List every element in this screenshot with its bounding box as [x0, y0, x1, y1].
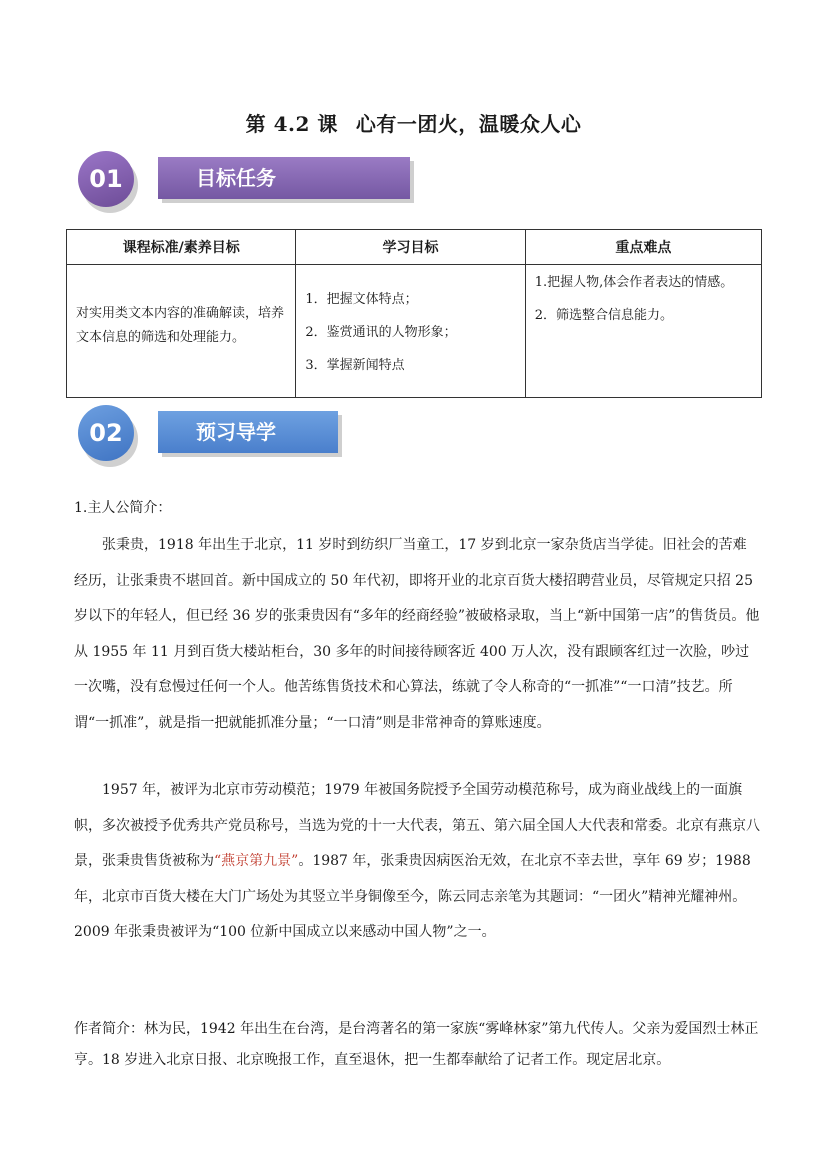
lesson-name: 心有一团火，温暖众人心 — [355, 112, 582, 136]
section-number-badge: 01 — [78, 151, 134, 207]
standard-cell: 对实用类文本内容的准确解读，培养文本信息的筛选和处理能力。 — [76, 306, 285, 345]
author-intro: 作者简介：林为民，1942 年出生在台湾，是台湾著名的第一家族“雾峰林家”第九代传人。父亲为爱国烈士林正亨。18 岁进入北京日报、北京晚报工作，直至退休，把一生都奉献给了记者工作。现定居北京。 — [74, 1021, 759, 1068]
intro-label: 1.主人公简介： — [74, 500, 172, 516]
goals-table — [66, 229, 762, 398]
list-item: 1．把握文体特点； — [305, 292, 418, 307]
objectives-cell — [297, 266, 523, 378]
paragraph-text: 1957 年，被评为北京市劳动模范；1979 年被国务院授予全国劳动模范称号，成为商业战线上的一面旗帜，多次被授予优秀共产党员称号，当选为党的十一大代表，第五、第六届全国人大代表和常委。北京有燕京八景，张秉贵售货被称为 — [74, 782, 760, 869]
key-points-cell — [527, 266, 760, 328]
intro-paragraph-2 — [74, 773, 760, 951]
intro-paragraph-1: 张秉贵，1918 年出生于北京，11 岁时到纺织厂当童工，17 岁到北京一家杂货店当学徒。旧社会的苦难经历，让张秉贵不堪回首。新中国成立的 50 年代初，即将开业的北京百货大楼招聘营业员，尽管规定只招 25 岁以下的年轻人，但已经 36 岁的张秉贵因有“多年的经商经验”被破格录取，当上“新中国第一店”的售货员。他从 1955 年 11 月到百货大楼站柜台，30 多年的时间接待顾客近 400 万人次，没有跟顾客红过一次脸，吵过一次嘴，没有怠慢过任何一个人。他苦练售货技术和心算法，练就了令人称奇的“一抓准”“一口清”技艺。所谓“一抓准”，就是指一把就能抓准分量；“一口清”则是非常神奇的算账速度。 — [74, 537, 760, 731]
list-item: 3．掌握新闻特点 — [305, 358, 405, 373]
section-header-goals — [78, 151, 348, 215]
lesson-number: 第 4.2 课 — [245, 112, 338, 136]
section-label: 预习导学 — [158, 411, 338, 453]
section-header-preview — [78, 405, 348, 469]
section-label: 目标任务 — [158, 157, 410, 199]
list-item: 1.把握人物,体会作者表达的情感。 — [534, 275, 734, 290]
list-item: 2．筛选整合信息能力。 — [534, 308, 673, 323]
table-header: 学习目标 — [296, 230, 525, 265]
table-header: 课程标准/素养目标 — [67, 230, 296, 265]
list-item: 2．鉴赏通讯的人物形象； — [305, 325, 457, 340]
highlight-text: “燕京第九景” — [214, 853, 299, 869]
section-number-badge: 02 — [78, 405, 134, 461]
page-title — [0, 108, 827, 137]
table-header: 重点难点 — [525, 230, 761, 265]
paragraph-text: 。1987 年，张秉贵因病医治无效，在北京不幸去世，享年 69 岁；1988 年，北京市百货大楼在大门广场处为其竖立半身铜像至今，陈云同志亲笔为其题词：“一团火”精神光耀神州。2009 年张秉贵被评为“100 位新中国成立以来感动中国人物”之一。 — [74, 853, 751, 940]
